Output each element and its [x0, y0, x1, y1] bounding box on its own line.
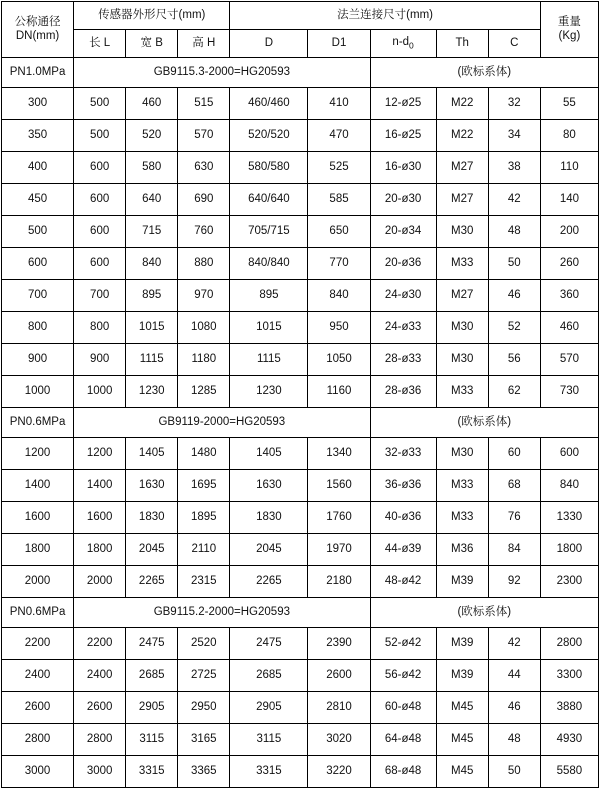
table-row [2, 88, 599, 120]
cell-d: 3315 [230, 756, 308, 788]
cell-d: 1830 [230, 502, 308, 534]
cell-th: M45 [436, 692, 488, 724]
cell-th: M27 [436, 184, 488, 216]
cell-dn: 1400 [2, 470, 74, 502]
cell-width: 1405 [126, 438, 178, 470]
cell-d: 640/640 [230, 184, 308, 216]
cell-width: 3115 [126, 724, 178, 756]
cell-c: 60 [488, 438, 540, 470]
table-row [2, 438, 599, 470]
cell-nd: 36-ø36 [370, 470, 436, 502]
table-row [2, 566, 599, 598]
cell-dn: 500 [2, 216, 74, 248]
cell-width: 840 [126, 248, 178, 280]
cell-c: 56 [488, 344, 540, 376]
cell-length: 900 [74, 344, 126, 376]
cell-dn: 2200 [2, 628, 74, 660]
cell-th: M30 [436, 216, 488, 248]
cell-weight: 260 [540, 248, 598, 280]
cell-weight: 460 [540, 312, 598, 344]
cell-th: M27 [436, 280, 488, 312]
cell-nd: 60-ø48 [370, 692, 436, 724]
cell-dn: 1200 [2, 438, 74, 470]
cell-c: 50 [488, 756, 540, 788]
cell-nd: 12-ø25 [370, 88, 436, 120]
section-header-row [2, 598, 599, 628]
cell-weight: 1800 [540, 534, 598, 566]
cell-d1: 950 [308, 312, 370, 344]
table-row [2, 660, 599, 692]
cell-width: 2905 [126, 692, 178, 724]
cell-dn: 1800 [2, 534, 74, 566]
table-row [2, 312, 599, 344]
cell-height: 570 [178, 120, 230, 152]
cell-d1: 1050 [308, 344, 370, 376]
cell-d: 2475 [230, 628, 308, 660]
cell-dn: 300 [2, 88, 74, 120]
cell-height: 690 [178, 184, 230, 216]
cell-c: 52 [488, 312, 540, 344]
spec-sheet [0, 1, 600, 777]
cell-d1: 3020 [308, 724, 370, 756]
cell-length: 1200 [74, 438, 126, 470]
cell-weight: 55 [540, 88, 598, 120]
table-row [2, 628, 599, 660]
header-sub-6: Th [436, 30, 488, 58]
cell-c: 92 [488, 566, 540, 598]
cell-height: 2520 [178, 628, 230, 660]
cell-d1: 3220 [308, 756, 370, 788]
cell-length: 3000 [74, 756, 126, 788]
cell-length: 2800 [74, 724, 126, 756]
cell-th: M39 [436, 660, 488, 692]
cell-c: 48 [488, 216, 540, 248]
cell-dn: 350 [2, 120, 74, 152]
table-row [2, 344, 599, 376]
cell-d: 705/715 [230, 216, 308, 248]
cell-dn: 2400 [2, 660, 74, 692]
cell-d1: 1560 [308, 470, 370, 502]
cell-width: 3315 [126, 756, 178, 788]
cell-width: 1230 [126, 376, 178, 408]
cell-weight: 3880 [540, 692, 598, 724]
cell-length: 1800 [74, 534, 126, 566]
cell-c: 48 [488, 724, 540, 756]
cell-weight: 2800 [540, 628, 598, 660]
table-row [2, 280, 599, 312]
cell-nd: 20-ø36 [370, 248, 436, 280]
cell-th: M30 [436, 312, 488, 344]
table-row [2, 692, 599, 724]
cell-th: M33 [436, 248, 488, 280]
cell-weight: 1330 [540, 502, 598, 534]
header-weight [540, 2, 598, 58]
cell-length: 1000 [74, 376, 126, 408]
table-row [2, 120, 599, 152]
cell-d: 2905 [230, 692, 308, 724]
cell-nd: 56-ø42 [370, 660, 436, 692]
cell-width: 640 [126, 184, 178, 216]
section-header-row [2, 408, 599, 438]
cell-th: M30 [436, 344, 488, 376]
cell-width: 1015 [126, 312, 178, 344]
cell-d1: 1760 [308, 502, 370, 534]
cell-weight: 3300 [540, 660, 598, 692]
cell-c: 50 [488, 248, 540, 280]
cell-height: 515 [178, 88, 230, 120]
section-note: (欧标系体) [370, 58, 598, 88]
header-dn-line1: 公称通径 [14, 16, 61, 29]
cell-length: 2400 [74, 660, 126, 692]
cell-nd: 28-ø36 [370, 376, 436, 408]
cell-c: 42 [488, 628, 540, 660]
cell-d: 1630 [230, 470, 308, 502]
cell-width: 1115 [126, 344, 178, 376]
header-sub-3: D [230, 30, 308, 58]
cell-weight: 140 [540, 184, 598, 216]
cell-d: 580/580 [230, 152, 308, 184]
cell-dn: 1000 [2, 376, 74, 408]
cell-length: 2200 [74, 628, 126, 660]
cell-width: 1830 [126, 502, 178, 534]
cell-th: M45 [436, 724, 488, 756]
cell-weight: 600 [540, 438, 598, 470]
cell-d: 1115 [230, 344, 308, 376]
cell-th: M27 [436, 152, 488, 184]
cell-height: 3165 [178, 724, 230, 756]
cell-th: M22 [436, 88, 488, 120]
cell-weight: 360 [540, 280, 598, 312]
cell-nd: 68-ø48 [370, 756, 436, 788]
cell-length: 600 [74, 184, 126, 216]
cell-d1: 525 [308, 152, 370, 184]
cell-d: 1015 [230, 312, 308, 344]
cell-th: M39 [436, 566, 488, 598]
cell-length: 600 [74, 248, 126, 280]
cell-nd: 28-ø33 [370, 344, 436, 376]
specification-table [1, 1, 599, 788]
cell-d1: 2390 [308, 628, 370, 660]
header-sub-4: D1 [308, 30, 370, 58]
cell-d1: 1970 [308, 534, 370, 566]
cell-width: 580 [126, 152, 178, 184]
cell-weight: 80 [540, 120, 598, 152]
cell-d1: 585 [308, 184, 370, 216]
table-row [2, 756, 599, 788]
table-body [2, 2, 599, 788]
cell-th: M36 [436, 534, 488, 566]
cell-dn: 800 [2, 312, 74, 344]
cell-d1: 650 [308, 216, 370, 248]
table-row [2, 216, 599, 248]
cell-dn: 600 [2, 248, 74, 280]
cell-dn: 900 [2, 344, 74, 376]
table-row [2, 502, 599, 534]
section-pressure: PN1.0MPa [2, 58, 74, 88]
cell-height: 880 [178, 248, 230, 280]
table-row [2, 534, 599, 566]
cell-length: 2000 [74, 566, 126, 598]
cell-dn: 3000 [2, 756, 74, 788]
cell-d1: 840 [308, 280, 370, 312]
cell-th: M45 [436, 756, 488, 788]
cell-dn: 700 [2, 280, 74, 312]
cell-c: 46 [488, 692, 540, 724]
section-standard: GB9115.3-2000=HG20593 [74, 58, 370, 88]
header-sub-2: 高 H [178, 30, 230, 58]
cell-weight: 730 [540, 376, 598, 408]
cell-height: 1695 [178, 470, 230, 502]
cell-weight: 2300 [540, 566, 598, 598]
cell-weight: 200 [540, 216, 598, 248]
cell-c: 42 [488, 184, 540, 216]
cell-nd: 20-ø30 [370, 184, 436, 216]
table-row [2, 152, 599, 184]
cell-c: 44 [488, 660, 540, 692]
cell-d1: 1340 [308, 438, 370, 470]
cell-length: 500 [74, 120, 126, 152]
cell-c: 32 [488, 88, 540, 120]
cell-th: M33 [436, 502, 488, 534]
cell-width: 2265 [126, 566, 178, 598]
section-header-row [2, 58, 599, 88]
cell-length: 800 [74, 312, 126, 344]
section-pressure: PN0.6MPa [2, 598, 74, 628]
cell-nd: 40-ø36 [370, 502, 436, 534]
cell-height: 1080 [178, 312, 230, 344]
cell-dn: 2800 [2, 724, 74, 756]
cell-width: 2685 [126, 660, 178, 692]
cell-th: M30 [436, 438, 488, 470]
cell-height: 1285 [178, 376, 230, 408]
header-dn [2, 2, 74, 58]
cell-length: 600 [74, 152, 126, 184]
cell-length: 2600 [74, 692, 126, 724]
cell-width: 520 [126, 120, 178, 152]
header-dn-line2: DN(mm) [15, 29, 60, 42]
cell-width: 2475 [126, 628, 178, 660]
header-weight-line2: (Kg) [558, 29, 581, 42]
cell-c: 68 [488, 470, 540, 502]
cell-d1: 470 [308, 120, 370, 152]
cell-d1: 2810 [308, 692, 370, 724]
cell-height: 2725 [178, 660, 230, 692]
cell-dn: 2000 [2, 566, 74, 598]
cell-dn: 2600 [2, 692, 74, 724]
cell-height: 2950 [178, 692, 230, 724]
cell-th: M22 [436, 120, 488, 152]
cell-dn: 400 [2, 152, 74, 184]
cell-width: 1630 [126, 470, 178, 502]
cell-weight: 110 [540, 152, 598, 184]
cell-d1: 770 [308, 248, 370, 280]
table-row [2, 376, 599, 408]
cell-c: 46 [488, 280, 540, 312]
cell-height: 1895 [178, 502, 230, 534]
header-sub-1: 宽 B [126, 30, 178, 58]
cell-nd: 64-ø48 [370, 724, 436, 756]
section-standard: GB9119-2000=HG20593 [74, 408, 370, 438]
header-group-flange: 法兰连接尺寸(mm) [230, 2, 541, 30]
cell-d: 2685 [230, 660, 308, 692]
cell-dn: 450 [2, 184, 74, 216]
cell-length: 1600 [74, 502, 126, 534]
cell-width: 895 [126, 280, 178, 312]
cell-d: 1405 [230, 438, 308, 470]
cell-height: 630 [178, 152, 230, 184]
cell-c: 62 [488, 376, 540, 408]
cell-height: 1180 [178, 344, 230, 376]
table-row [2, 248, 599, 280]
cell-th: M39 [436, 628, 488, 660]
cell-d: 460/460 [230, 88, 308, 120]
cell-weight: 840 [540, 470, 598, 502]
cell-height: 3365 [178, 756, 230, 788]
section-note: (欧标系体) [370, 598, 598, 628]
cell-length: 700 [74, 280, 126, 312]
cell-d: 2045 [230, 534, 308, 566]
table-header-row-1 [2, 2, 599, 30]
cell-length: 500 [74, 88, 126, 120]
section-note: (欧标系体) [370, 408, 598, 438]
table-header-row-2 [2, 30, 599, 58]
cell-th: M33 [436, 470, 488, 502]
header-weight-line1: 重量 [557, 16, 581, 29]
cell-height: 970 [178, 280, 230, 312]
cell-height: 1480 [178, 438, 230, 470]
cell-d1: 1160 [308, 376, 370, 408]
cell-c: 38 [488, 152, 540, 184]
cell-nd: 16-ø25 [370, 120, 436, 152]
cell-d1: 410 [308, 88, 370, 120]
cell-nd: 48-ø42 [370, 566, 436, 598]
cell-weight: 4930 [540, 724, 598, 756]
cell-nd: 32-ø33 [370, 438, 436, 470]
cell-d: 895 [230, 280, 308, 312]
cell-nd: 24-ø30 [370, 280, 436, 312]
section-standard: GB9115.2-2000=HG20593 [74, 598, 370, 628]
cell-length: 600 [74, 216, 126, 248]
cell-width: 2045 [126, 534, 178, 566]
cell-height: 2110 [178, 534, 230, 566]
cell-weight: 570 [540, 344, 598, 376]
cell-height: 2315 [178, 566, 230, 598]
cell-nd: 24-ø33 [370, 312, 436, 344]
cell-nd: 52-ø42 [370, 628, 436, 660]
cell-length: 1400 [74, 470, 126, 502]
cell-nd: 16-ø30 [370, 152, 436, 184]
cell-c: 76 [488, 502, 540, 534]
cell-d: 520/520 [230, 120, 308, 152]
cell-d: 3115 [230, 724, 308, 756]
cell-d: 840/840 [230, 248, 308, 280]
cell-d1: 2180 [308, 566, 370, 598]
header-sub-0: 长 L [74, 30, 126, 58]
cell-nd: 44-ø39 [370, 534, 436, 566]
cell-dn: 1600 [2, 502, 74, 534]
cell-width: 715 [126, 216, 178, 248]
cell-weight: 5580 [540, 756, 598, 788]
cell-height: 760 [178, 216, 230, 248]
cell-d: 2265 [230, 566, 308, 598]
cell-c: 34 [488, 120, 540, 152]
header-group-sensor: 传感器外形尺寸(mm) [74, 2, 230, 30]
section-pressure: PN0.6MPa [2, 408, 74, 438]
cell-nd: 20-ø34 [370, 216, 436, 248]
cell-c: 84 [488, 534, 540, 566]
table-row [2, 184, 599, 216]
cell-d1: 2600 [308, 660, 370, 692]
table-row [2, 470, 599, 502]
table-row [2, 724, 599, 756]
header-sub-5: $n-d_0$ [370, 30, 436, 58]
header-sub-7: C [488, 30, 540, 58]
cell-width: 460 [126, 88, 178, 120]
cell-d: 1230 [230, 376, 308, 408]
cell-th: M33 [436, 376, 488, 408]
